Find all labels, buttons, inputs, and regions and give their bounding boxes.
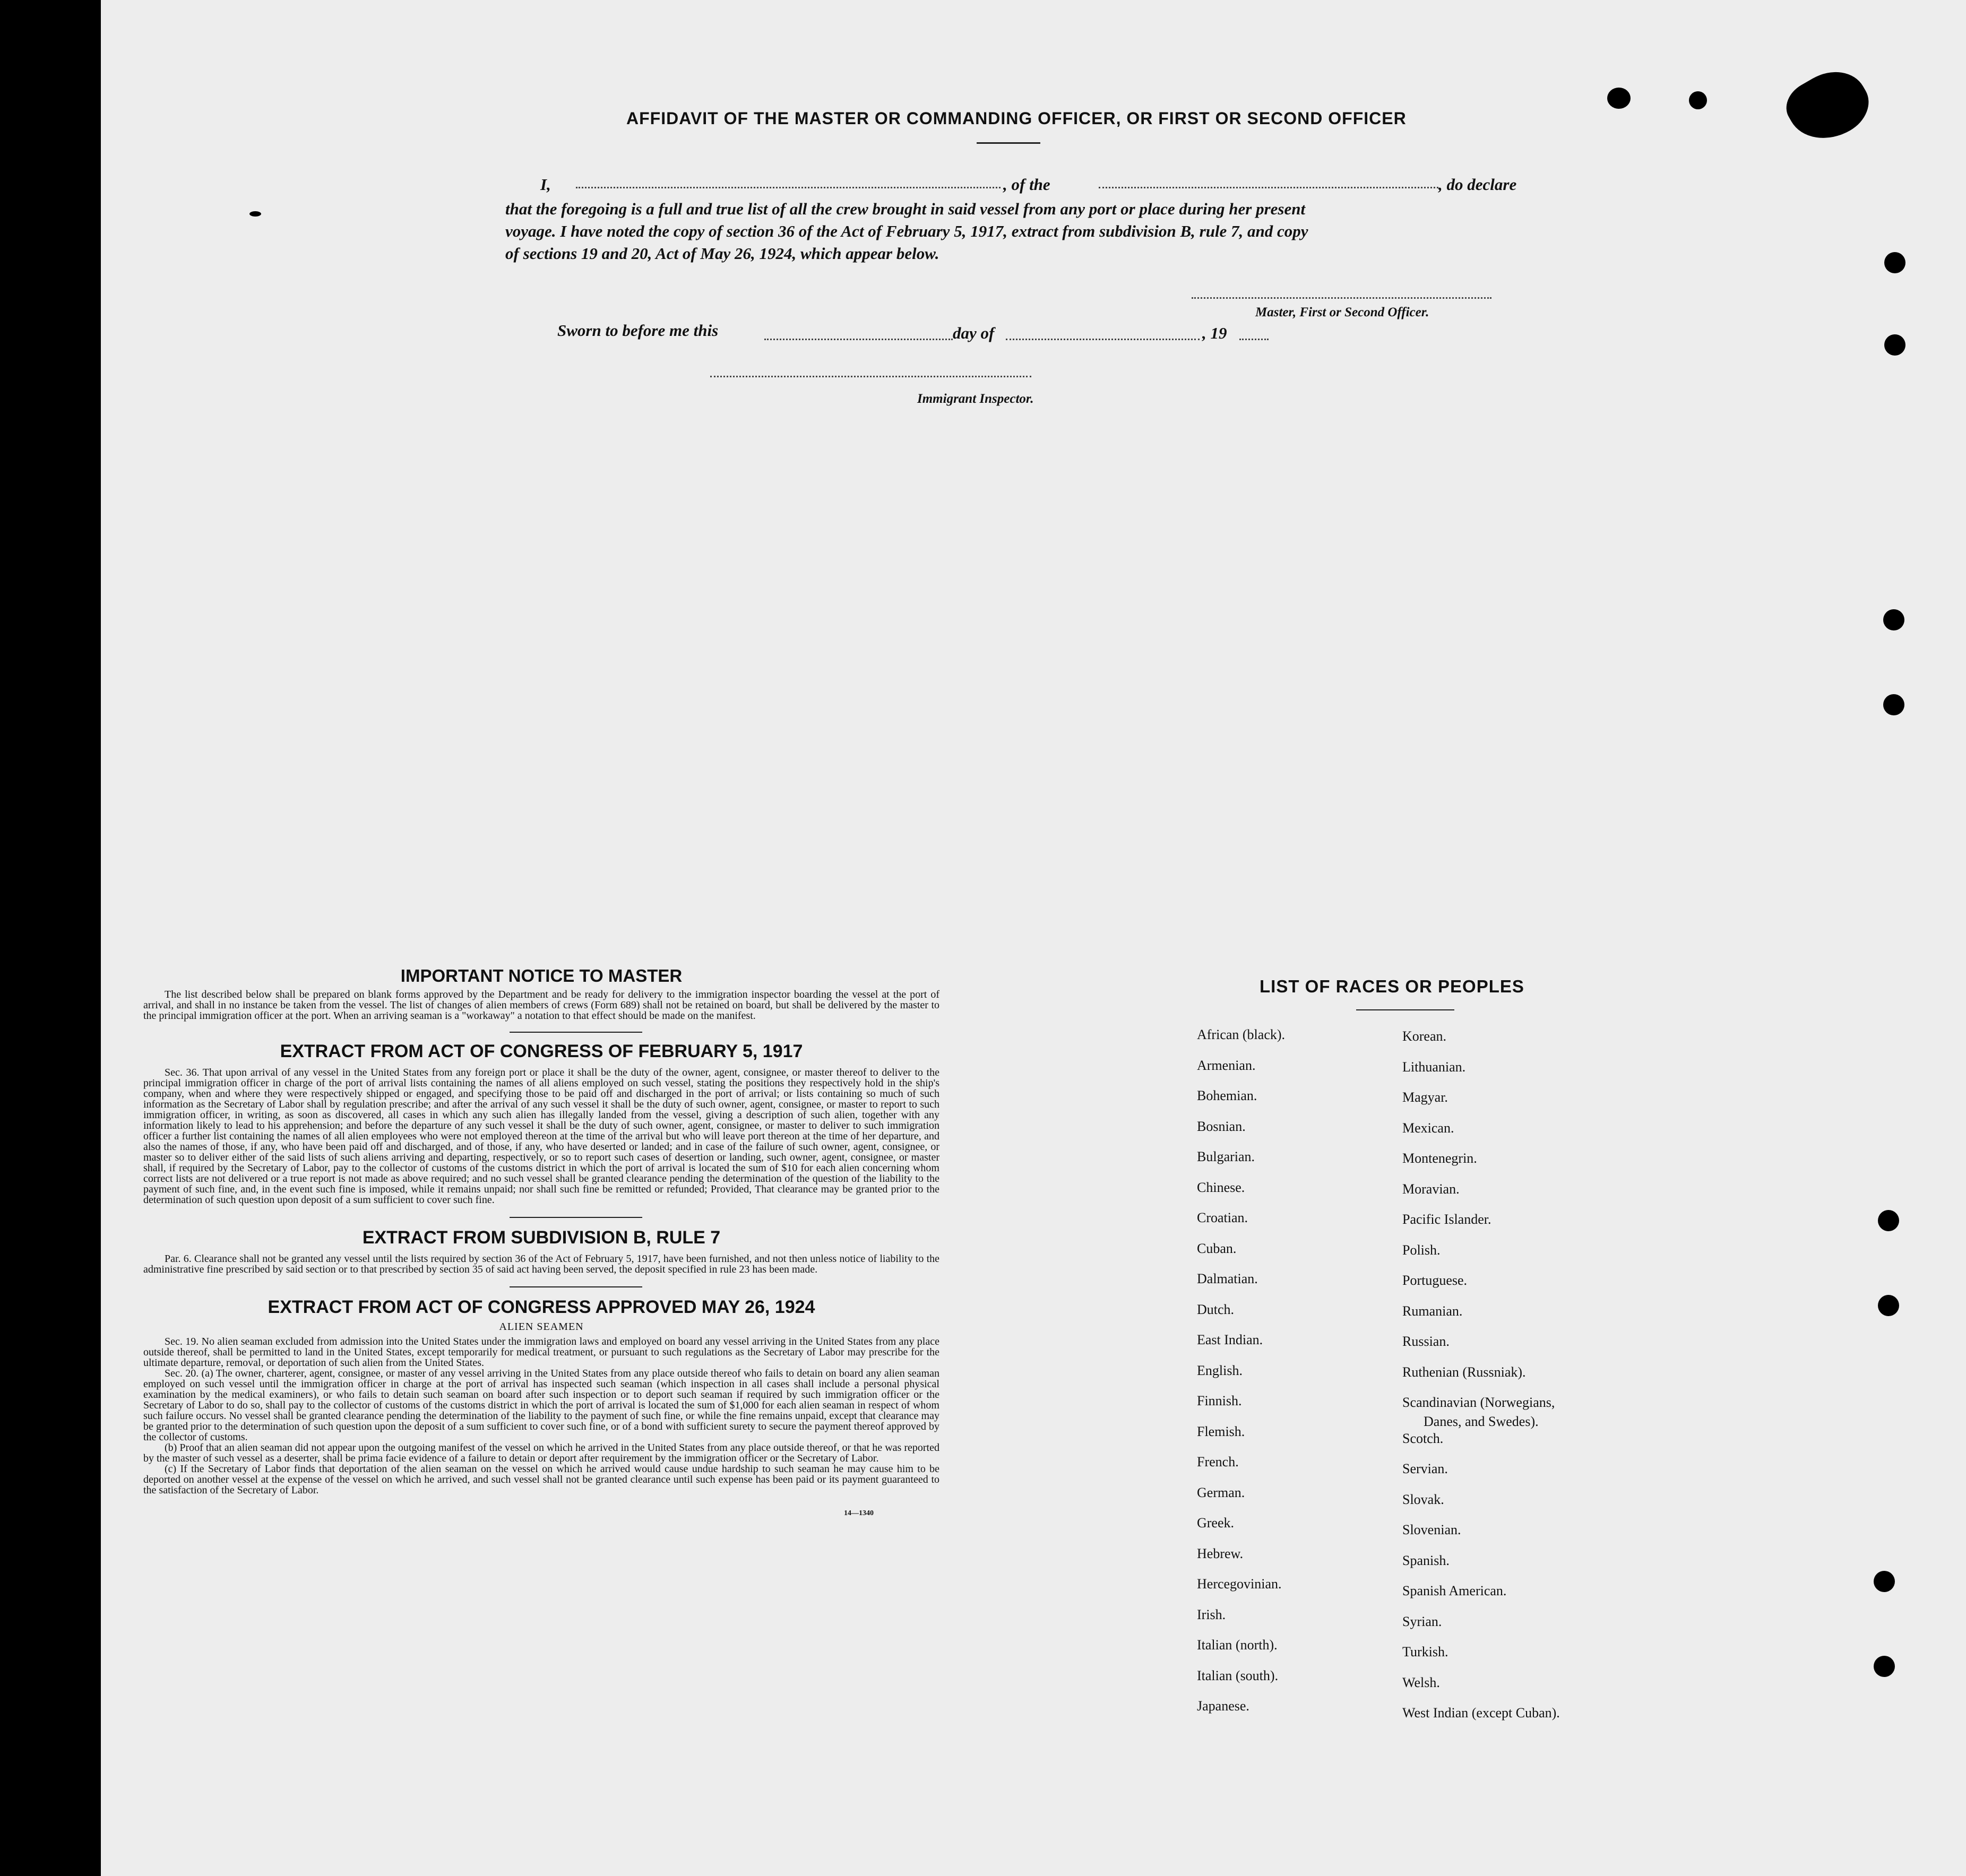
punch-hole xyxy=(1874,1571,1895,1592)
race-item: Welsh. xyxy=(1402,1674,1440,1690)
extract-1917-text: Sec. 36. That upon arrival of any vessel in the United States from any foreign port or place it shall be the duty of the owner, agent, consignee, or master thereof to deliver to the principal immigration officer in charge of the port of arrival lists containing the names of all aliens employed on such vessel, stating the positions they respectively hold in the ship's company, when and where they were respectively shipped or engaged, and specifying those to be paid off and discharged in the port of arrival; or lists containing so much of such information as the Secretary of Labor shall by regulation prescribe; and after the arrival of any such vessel it shall be the duty of such owner, agent, consignee, or master to report to such immigration officer, in writing, as soon as discovered, all cases in which any such alien has illegally landed from the vessel, giving a description of such alien, together with any information likely to lead to his apprehension; and before the departure of any such vessel it shall be the duty of such owner, agent, consignee, or master to deliver to such immigration officer a further list containing the names of all alien employees who were not employed thereon at the time of the arrival but who will leave port thereon at the time of her departure, and also the names of those, if any, who have been paid off and discharged, and of those, if any, who have deserted or landed; and in case of the failure of such owner, agent, consignee, or master so to deliver either of the said lists of such aliens arriving and departing, respectively, or so to report such cases of desertion or landing, such owner, agent, consignee, or master shall, if required by the Secretary of Labor, pay to the collector of customs of the customs district in which the port of arrival is located the sum of $10 for each alien concerning whom correct lists are not delivered or a true report is not made as above required; and no such vessel shall be granted clearance pending the determination of the question of the liability to the payment of such fine, and, in the event such fine is imposed, while it remains unpaid; nor shall such fine be remitted or refunded; Provided, That clearance may be granted prior to the determination of such question upon deposit of a sum sufficient to cover such fine. xyxy=(143,1067,939,1206)
race-item: Lithuanian. xyxy=(1402,1059,1466,1075)
punch-hole xyxy=(1883,694,1904,715)
race-item: Cuban. xyxy=(1197,1240,1237,1256)
punch-hole xyxy=(1883,609,1904,630)
race-item: Flemish. xyxy=(1197,1423,1245,1439)
section-divider xyxy=(510,1032,642,1033)
legal-extracts xyxy=(143,966,939,1518)
section-19-text: Sec. 19. No alien seaman excluded from admission into the United States under the immigration laws and employed on board any vessel arriving in the United States from any place outside thereof, shall be permitted to land in the United States, except temporarily for medical treatment, or pursuant to such regulations as the Secretary of Labor may prescribe for the ultimate departure, removal, or deportation of such alien from the United States. xyxy=(143,1336,939,1369)
ink-blot xyxy=(1689,91,1707,109)
affidavit-i-label: I, xyxy=(540,175,551,194)
extract-1917-title: EXTRACT FROM ACT OF CONGRESS OF FEBRUARY 5, 1917 xyxy=(280,1041,803,1061)
extract-1924-text xyxy=(143,1336,939,1495)
title-rule xyxy=(977,142,1040,144)
race-item: Ruthenian (Russniak). xyxy=(1402,1364,1526,1380)
section-20b-text: (b) Proof that an alien seaman did not appear upon the outgoing manifest of the vessel on which he arrived in the United States from any place outside thereof, or that he was reported by the master of such vessel as a deserter, shall be prima facie evidence of a failure to detain or deport after requirement by the immigration officer or the Secretary of Labor. xyxy=(143,1442,939,1464)
race-item: Scotch. xyxy=(1402,1430,1444,1446)
notice-title: IMPORTANT NOTICE TO MASTER xyxy=(400,966,683,985)
race-item: French. xyxy=(1197,1454,1239,1469)
race-item: West Indian (except Cuban). xyxy=(1402,1705,1560,1721)
affidavit-of-the-label: , of the xyxy=(1003,175,1050,194)
races-title-rule xyxy=(1356,1009,1454,1010)
race-item: East Indian. xyxy=(1197,1332,1263,1347)
race-item: Servian. xyxy=(1402,1461,1448,1476)
race-item: Moravian. xyxy=(1402,1181,1460,1197)
inspector-signature-line[interactable] xyxy=(710,376,1031,377)
name-field[interactable] xyxy=(576,187,1001,188)
document-page xyxy=(101,0,1966,1876)
race-item: Greek. xyxy=(1197,1515,1235,1531)
race-item: Dutch. xyxy=(1197,1301,1235,1317)
section-20a-text: Sec. 20. (a) The owner, charterer, agent, consignee, or master of any vessel arriving in the United States from any place outside thereof who fails to detain on board any alien seaman employed on such vessel until the immigration officer in charge at the port of arrival has inspected such seaman (which inspection in all cases shall include a personal physical examination by the medical examiners), or who fails to detain such seaman on board after such inspection or to deport such seaman if required by such immigration officer or the Secretary of Labor to do so, shall pay to the collector of customs of the customs district in which the port of arrival is located the sum of $1,000 for each alien seaman in respect of whom such failure occurs. No vessel shall be granted clearance pending the determination of the liability to the payment of such fine, or while the fine remains unpaid, except that clearance may be granted prior to the determination of such question upon the deposit of a sum sufficient to cover such fine, or of a bond with sufficient surety to secure the payment thereof approved by the collector of customs. xyxy=(143,1368,939,1443)
race-item: Pacific Islander. xyxy=(1402,1212,1491,1227)
rule-7-title: EXTRACT FROM SUBDIVISION B, RULE 7 xyxy=(362,1227,721,1248)
race-item: Hercegovinian. xyxy=(1197,1576,1282,1592)
affidavit-line-3: voyage. I have noted the copy of section 36 of the Act of February 5, 1917, extract from subdivision B, rule 7, and copy xyxy=(505,222,1308,240)
race-item: Korean. xyxy=(1402,1028,1447,1044)
affidavit-title: AFFIDAVIT OF THE MASTER OR COMMANDING OFFICER, OR FIRST OR SECOND OFFICER xyxy=(626,109,1407,128)
race-item: Bosnian. xyxy=(1197,1118,1246,1134)
race-item: Polish. xyxy=(1402,1242,1441,1258)
race-item: Dalmatian. xyxy=(1197,1271,1258,1286)
race-item: Irish. xyxy=(1197,1606,1226,1622)
sworn-year-field[interactable] xyxy=(1239,339,1269,340)
race-item: Mexican. xyxy=(1402,1120,1454,1136)
affidavit-line-2: that the foregoing is a full and true list of all the crew brought in said vessel from any port or place during her present xyxy=(505,200,1306,218)
race-item: Russian. xyxy=(1402,1334,1450,1349)
race-item: Bulgarian. xyxy=(1197,1149,1255,1164)
race-item: Rumanian. xyxy=(1402,1303,1463,1319)
affidavit-line-4: of sections 19 and 20, Act of May 26, 1924, which appear below. xyxy=(505,244,939,263)
notice-text: The list described below shall be prepared on blank forms approved by the Department and be ready for delivery to the immigration inspector boarding the vessel at the port of arrival, and shall in no instance be taken from the vessel. The list of changes of alien members of crews (Form 689) shall not be retained on board, but shall be delivered by the master to the principal immigration officer at the port. When an arriving seaman is a "workaway" a notation to that effect should be made on the manifest. xyxy=(143,989,939,1022)
race-item: Syrian. xyxy=(1402,1613,1442,1629)
affidavit-declare-label: , do declare xyxy=(1438,175,1517,194)
sworn-day-field[interactable] xyxy=(764,339,953,340)
race-item: Spanish. xyxy=(1402,1552,1450,1568)
race-item: Slovenian. xyxy=(1402,1522,1461,1537)
alien-seamen-subtitle: ALIEN SEAMEN xyxy=(499,1321,584,1333)
vessel-field[interactable] xyxy=(1099,187,1438,188)
section-divider xyxy=(510,1286,642,1287)
race-item: German. xyxy=(1197,1484,1245,1500)
race-item: Portuguese. xyxy=(1402,1273,1468,1288)
race-item: Japanese. xyxy=(1197,1698,1249,1714)
ink-blot xyxy=(1607,88,1631,109)
extract-1924-title: EXTRACT FROM ACT OF CONGRESS APPROVED MAY 26, 1924 xyxy=(268,1297,815,1317)
master-signature-line[interactable] xyxy=(1192,297,1491,299)
race-item: Chinese. xyxy=(1197,1179,1245,1195)
race-item: Croatian. xyxy=(1197,1210,1248,1225)
race-item: Turkish. xyxy=(1402,1644,1448,1659)
race-item: Bohemian. xyxy=(1197,1088,1257,1103)
ink-blot xyxy=(249,211,261,217)
race-item: African (black). xyxy=(1197,1027,1286,1042)
punch-hole xyxy=(1874,1656,1895,1677)
race-item: Danes, and Swedes). xyxy=(1424,1413,1539,1429)
race-item: English. xyxy=(1197,1362,1243,1378)
master-signature-label: Master, First or Second Officer. xyxy=(1255,305,1429,319)
race-item: Spanish American. xyxy=(1402,1583,1507,1598)
race-item: Montenegrin. xyxy=(1402,1151,1477,1166)
year-label: , 19 xyxy=(1202,324,1227,342)
day-of-label: day of xyxy=(953,324,995,342)
punch-hole xyxy=(1884,334,1905,356)
rule-7-text: Par. 6. Clearance shall not be granted any vessel until the lists required by section 36 of the Act of February 5, 1917, have been furnished, and not then unless notice of liability to the administrative fine prescribed by said section or to that prescribed by section 35 of said act having been served, the deposit specified in rule 23 has been made. xyxy=(143,1253,939,1275)
race-item: Hebrew. xyxy=(1197,1545,1244,1561)
race-item: Finnish. xyxy=(1197,1393,1242,1408)
punch-hole xyxy=(1884,252,1905,273)
inspector-label: Immigrant Inspector. xyxy=(917,392,1034,406)
race-item: Armenian. xyxy=(1197,1057,1256,1073)
section-20c-text: (c) If the Secretary of Labor finds that deportation of the alien seaman on the vessel on which he arrived would cause undue hardship to such seaman he may cause him to be deported on another vessel at the expense of the vessel on which he arrived, and such vessel shall not be granted clearance until such expense has been paid or its payment guaranteed to the satisfaction of the Secretary of Labor. xyxy=(143,1463,939,1496)
race-item: Italian (north). xyxy=(1197,1637,1278,1653)
races-title: LIST OF RACES OR PEOPLES xyxy=(1260,976,1524,996)
form-number: 14—1340 xyxy=(844,1509,874,1517)
punch-hole xyxy=(1878,1210,1899,1231)
punch-hole xyxy=(1878,1295,1899,1316)
race-item: Italian (south). xyxy=(1197,1667,1279,1683)
sworn-month-field[interactable] xyxy=(1006,339,1200,340)
race-item: Slovak. xyxy=(1402,1491,1444,1507)
section-divider xyxy=(510,1217,642,1218)
race-item: Magyar. xyxy=(1402,1090,1448,1105)
race-item: Scandinavian (Norwegians, xyxy=(1402,1395,1555,1410)
sworn-label: Sworn to before me this xyxy=(557,321,719,340)
